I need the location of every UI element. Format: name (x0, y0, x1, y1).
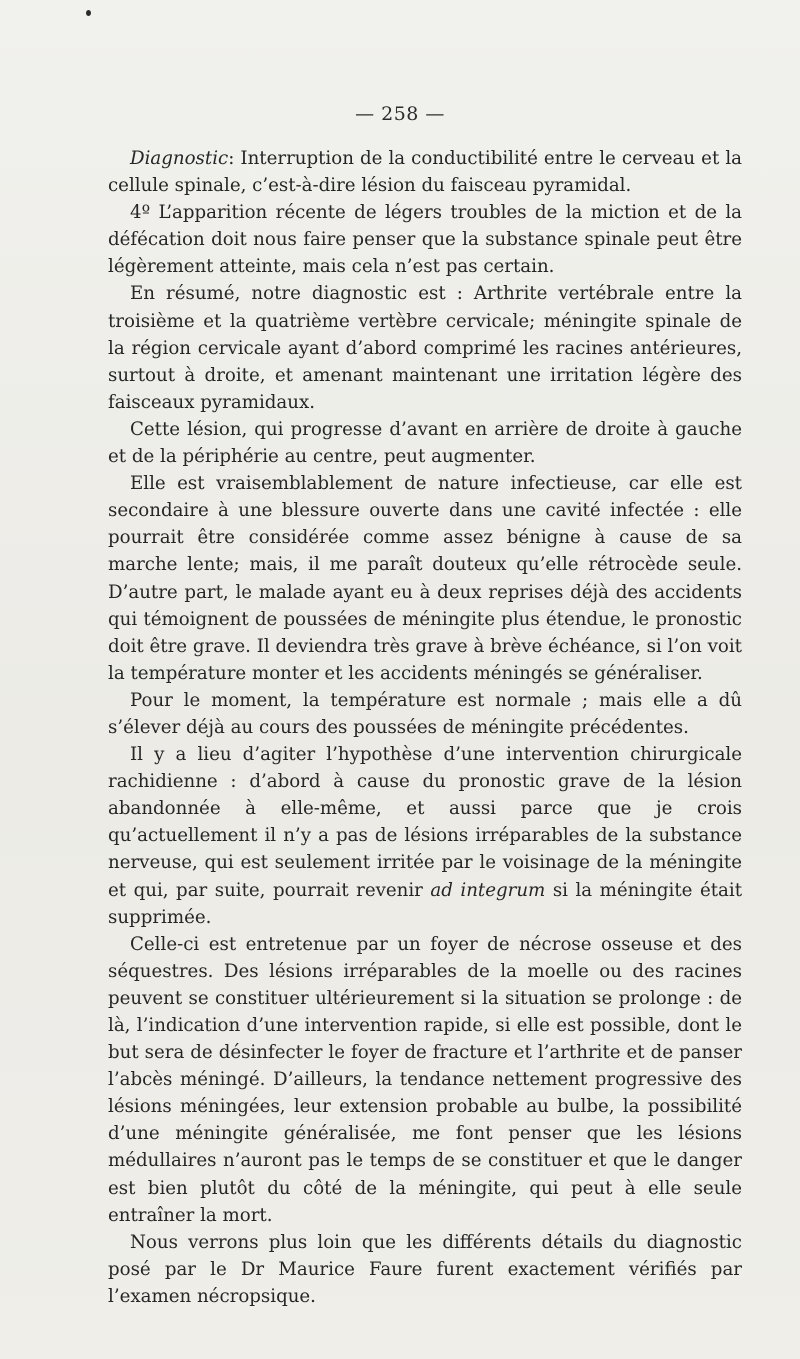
paragraph-text: 4º L’apparition récente de légers troubles de la miction et de la défécation doit nous faire penser que la substance spinale peut être légèrement atteinte, mais cela n’est pas certain. (108, 202, 742, 278)
paragraph-text: si la méningite était supprimée. (108, 879, 743, 928)
body-text (108, 145, 742, 1310)
latin-phrase: ad integrum (430, 879, 546, 901)
paragraph-summary (108, 280, 742, 415)
paragraph-progression (108, 416, 742, 470)
page-number: — 258 — (355, 103, 445, 125)
paragraph-text: : Interruption de la conductibilité entre le cerveau et la cellule spinale, c’est-à-dire lésion du faisceau pyramidal. (108, 148, 742, 197)
paragraph-temperature (108, 687, 742, 741)
paragraph-infection (108, 470, 742, 687)
diagnostic-heading: Diagnostic (130, 148, 229, 169)
paragraph-text: Cette lésion, qui progresse d’avant en arrière de droite à gauche et de la périphérie au centre, peut augmenter. (108, 418, 742, 468)
paragraph-text: Nous verrons plus loin que les différents détails du diagnostic posé par le Dr Maurice Faure furent exactement vérifiés par l’examen nécropsique. (108, 1231, 742, 1307)
paragraph-text: Elle est vraisemblablement de nature infectieuse, car elle est secondaire à une blessure ouverte dans une cavité infectée : elle pourrait être considérée comme assez bénigne à cause de sa marche lente; mais, il me paraît douteux qu’elle rétrocède seule. D’autre part, le malade ayant eu à deux reprises déjà des accidents qui témoignent de poussées de méningite plus étendue, le pronostic doit être grave. Il deviendra très grave à brève échéance, si l’on voit la température monter et les accidents méningés se généraliser. (108, 473, 742, 684)
paragraph-text: Celle-ci est entretenue par un foyer de nécrose osseuse et des séquestres. Des lésions irréparables de la moelle ou des racines peuvent se constituer ultérieurement si la situation se prolonge : de là, l’indication d’une intervention rapide, si elle est possible, dont le but sera de désinfecter le foyer de fracture et l’arthrite et de panser l’abcès méningé. D’ailleurs, la tendance nettement progressive des lésions méningées, leur extension probable au bulbe, la possibilité d’une méningite généralisée, me font penser que les lésions médullaires n’auront pas le temps de se constituer et que le danger est bien plutôt du côté de la méningite, qui peut à elle seule entraîner la mort. (108, 933, 742, 1226)
paragraph-necrosis (108, 931, 742, 1229)
paragraph-conclusion (108, 1229, 742, 1310)
paragraph-text: En résumé, notre diagnostic est : Arthrite vertébrale entre la troisième et la quatrième vertèbre cervicale; méningite spinale de la région cervicale ayant d’abord comprimé les racines antérieures, surtout à droite, et amenant maintenant une irritation légère des faisceaux pyramidaux. (108, 283, 742, 413)
paragraph-intervention (108, 741, 742, 931)
paragraph-text: Il y a lieu d’agiter l’hypothèse d’une intervention chirurgicale rachidienne : d’abord à cause du pronostic grave de la lésion abandonnée à elle-même, et aussi parce que je crois qu’actuellement il n’y a pas de lésions irréparables de la substance nerveuse, qui est seulement irritée par le voisinage de la méningite et qui, par suite, pourrait revenir (108, 744, 742, 901)
paragraph-diagnostic (108, 145, 742, 199)
ink-speck (86, 10, 91, 16)
paragraph-point-4 (108, 199, 742, 280)
paragraph-text: Pour le moment, la température est normale ; mais elle a dû s’élever déjà au cours des poussées de méningite précédentes. (108, 689, 742, 738)
